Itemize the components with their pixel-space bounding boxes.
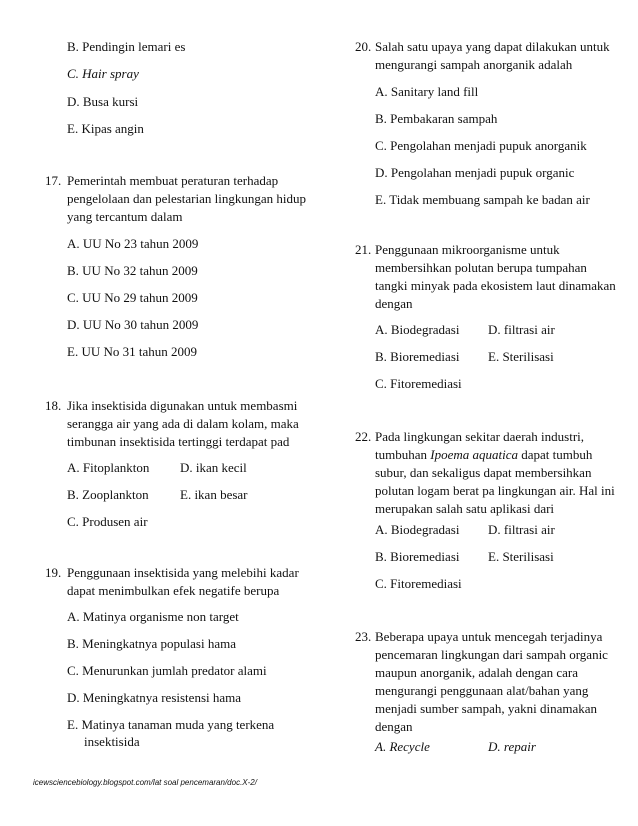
- q17-option-a: A. UU No 23 tahun 2009: [67, 236, 199, 251]
- q20-option-d: D. Pengolahan menjadi pupuk organic: [375, 165, 575, 180]
- q22-species-name: Ipoema aquatica: [430, 447, 518, 462]
- q21-stem-line3: tangki minyak pada ekosistem laut dinamakan: [375, 278, 616, 293]
- q23-stem-line6: dengan: [375, 719, 413, 734]
- q19-stem-line2: dapat menimbulkan efek negatife berupa: [67, 583, 280, 598]
- q18-stem-line2: serangga air yang ada di dalam kolam, maka: [67, 416, 299, 431]
- q17-option-d: D. UU No 30 tahun 2009: [67, 317, 199, 332]
- q16-option-b: B. Pendingin lemari es: [67, 39, 186, 54]
- q22-option-e: E. Sterilisasi: [488, 549, 554, 564]
- q22-stem-line2-pre: tumbuhan: [375, 447, 431, 462]
- q22-option-b: B. Bioremediasi: [375, 549, 460, 564]
- q17-number: 17.: [45, 173, 62, 188]
- q20-number: 20.: [355, 39, 372, 54]
- q19-option-d: D. Meningkatnya resistensi hama: [67, 690, 242, 705]
- q22-stem-line4: polutan logam berat pa lingkungan air. Hal ini: [375, 483, 615, 498]
- q20-stem-line2: mengurangi sampah anorganik adalah: [375, 57, 573, 72]
- q20-option-c: C. Pengolahan menjadi pupuk anorganik: [375, 138, 587, 153]
- q16-option-e: E. Kipas angin: [67, 121, 144, 136]
- q22-stem-line2: [375, 446, 592, 464]
- q23-stem-line1: Beberapa upaya untuk mencegah terjadinya: [375, 629, 603, 644]
- q19-option-e-cont: insektisida: [84, 734, 140, 749]
- q17-stem-line2: pengelolaan dan pelestarian lingkungan hidup: [67, 191, 306, 206]
- q23-stem-line2: pencemaran lingkungan dari sampah organic: [375, 647, 608, 662]
- q19-option-a: A. Matinya organisme non target: [67, 609, 239, 624]
- q21-stem-line1: Penggunaan mikroorganisme untuk: [375, 242, 560, 257]
- q23-option-d: D. repair: [488, 739, 536, 754]
- q21-option-e: E. Sterilisasi: [488, 349, 554, 364]
- q22-number: 22.: [355, 429, 372, 444]
- q18-option-b: B. Zooplankton: [67, 487, 149, 502]
- q22-stem-line5: merupakan salah satu aplikasi dari: [375, 501, 555, 516]
- q19-option-c: C. Menurunkan jumlah predator alami: [67, 663, 267, 678]
- q17-option-c: C. UU No 29 tahun 2009: [67, 290, 198, 305]
- q20-option-b: B. Pembakaran sampah: [375, 111, 498, 126]
- q22-stem-line3: subur, dan sekaligus dapat membersihkan: [375, 465, 592, 480]
- q21-option-d: D. filtrasi air: [488, 322, 555, 337]
- q18-option-e: E. ikan besar: [180, 487, 248, 502]
- q19-number: 19.: [45, 565, 62, 580]
- q22-stem-line2-post: dapat tumbuh: [517, 447, 593, 462]
- q18-option-c: C. Produsen air: [67, 514, 148, 529]
- q17-stem-line1: Pemerintah membuat peraturan terhadap: [67, 173, 279, 188]
- q23-stem-line3: maupun anorganik, adalah dengan cara: [375, 665, 578, 680]
- q20-stem-line1: Salah satu upaya yang dapat dilakukan untuk: [375, 39, 610, 54]
- q19-option-b: B. Meningkatnya populasi hama: [67, 636, 236, 651]
- q22-option-a: A. Biodegradasi: [375, 522, 460, 537]
- q21-number: 21.: [355, 242, 372, 257]
- q21-option-c: C. Fitoremediasi: [375, 376, 462, 391]
- q22-option-c: C. Fitoremediasi: [375, 576, 462, 591]
- q20-option-e: E. Tidak membuang sampah ke badan air: [375, 192, 590, 207]
- q23-stem-line5: menjadi sumber sampah, yakni dinamakan: [375, 701, 598, 716]
- q22-stem-line1: Pada lingkungan sekitar daerah industri,: [375, 429, 585, 444]
- q22-option-d: D. filtrasi air: [488, 522, 555, 537]
- q21-option-b: B. Bioremediasi: [375, 349, 460, 364]
- q19-option-e: E. Matinya tanaman muda yang terkena: [67, 717, 275, 732]
- q21-stem-line2: membersihkan polutan berupa tumpahan: [375, 260, 587, 275]
- q18-option-a: A. Fitoplankton: [67, 460, 150, 475]
- q23-option-a: A. Recycle: [375, 739, 430, 754]
- q18-stem-line1: Jika insektisida digunakan untuk membasmi: [67, 398, 298, 413]
- q21-stem-line4: dengan: [375, 296, 413, 311]
- footer-source: icewsciencebiology.blogspot.com/lat soal pencemaran/doc.X-2/: [33, 778, 257, 787]
- q19-stem-line1: Penggunaan insektisida yang melebihi kadar: [67, 565, 299, 580]
- q17-option-b: B. UU No 32 tahun 2009: [67, 263, 198, 278]
- q20-option-a: A. Sanitary land fill: [375, 84, 479, 99]
- q17-option-e: E. UU No 31 tahun 2009: [67, 344, 197, 359]
- q18-number: 18.: [45, 398, 62, 413]
- q16-option-d: D. Busa kursi: [67, 94, 139, 109]
- q17-stem-line3: yang tercantum dalam: [67, 209, 183, 224]
- q23-stem-line4: mengurangi penggunaan alat/bahan yang: [375, 683, 589, 698]
- q16-option-c: C. Hair spray: [67, 66, 139, 81]
- q18-option-d: D. ikan kecil: [180, 460, 247, 475]
- q21-option-a: A. Biodegradasi: [375, 322, 460, 337]
- q23-number: 23.: [355, 629, 372, 644]
- q18-stem-line3: timbunan insektisida tertinggi terdapat pad: [67, 434, 290, 449]
